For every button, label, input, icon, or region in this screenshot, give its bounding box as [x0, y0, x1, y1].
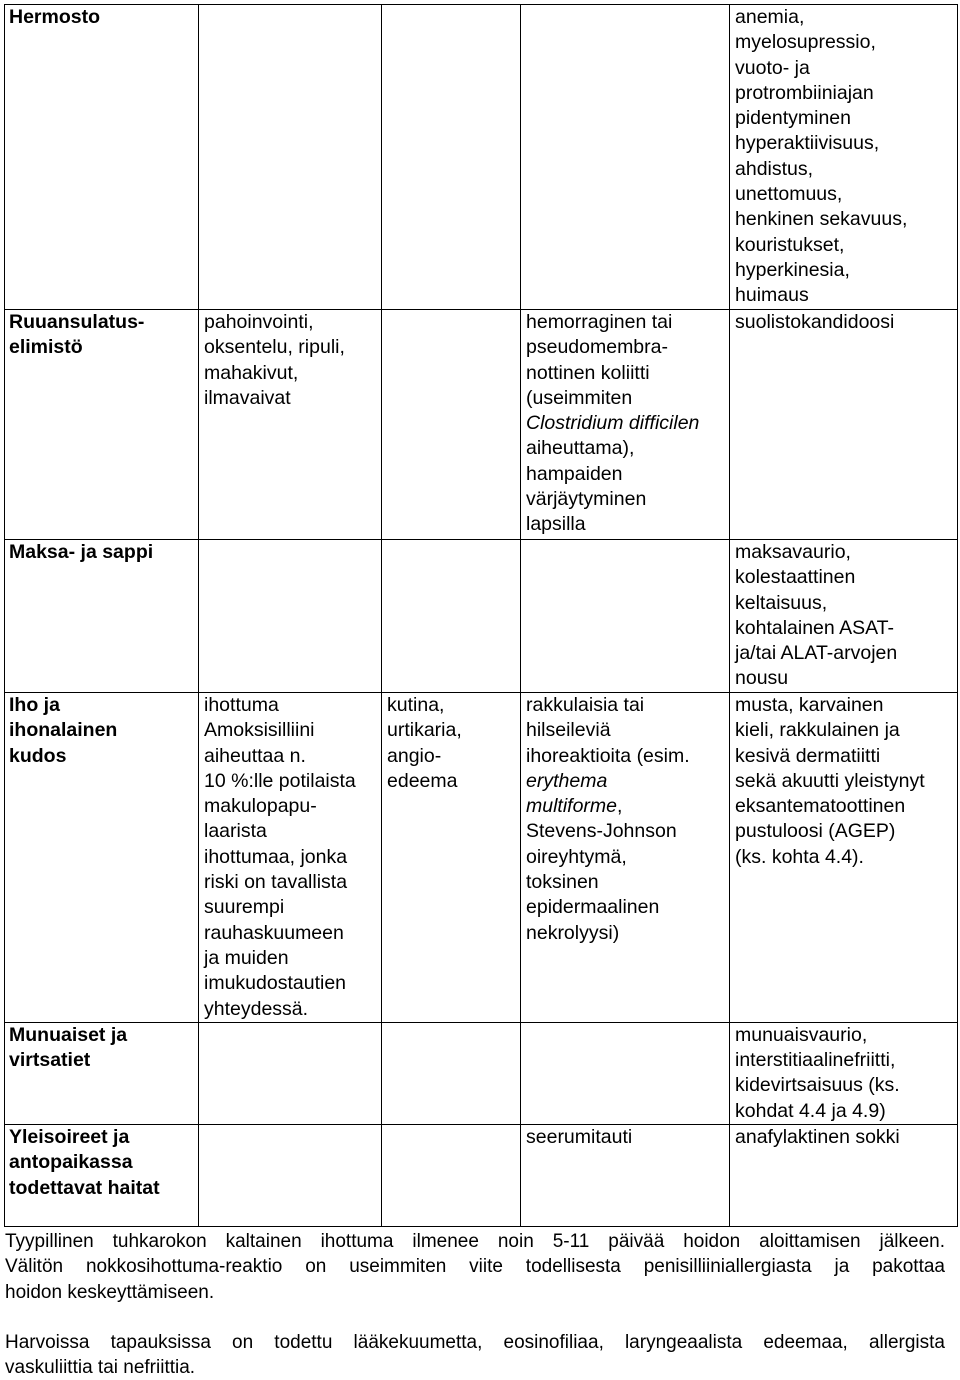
cell-line: Stevens-Johnson	[526, 820, 677, 843]
table-row	[5, 5, 958, 310]
cell-line: hyperkinesia,	[735, 258, 850, 281]
cell-line: ihoreaktioita (esim.	[526, 744, 690, 767]
cell-line: kohtalainen ASAT-	[735, 616, 894, 639]
cell-line: vuoto- ja	[735, 56, 810, 79]
cell-line: interstitiaalinefriitti,	[735, 1049, 896, 1072]
table-row	[5, 1125, 958, 1227]
cell-line: eksantematoottinen	[735, 795, 906, 818]
note-line: Tyypillinen tuhkarokon kaltainen ihottuma ilmenee noin 5-11 päivää hoidon aloittamisen jälkeen.	[5, 1231, 945, 1252]
cell-line: ahdistus,	[735, 157, 814, 180]
organ-class-cell	[5, 540, 199, 693]
cell-line: epidermaalinen	[526, 896, 660, 919]
effect-cell	[199, 1022, 382, 1124]
cell-line: oksentelu, ripuli,	[204, 336, 345, 359]
cell-line: keltaisuus,	[735, 591, 828, 614]
cell-line: Clostridium difficilen	[526, 412, 700, 435]
cell-line: elimistö	[9, 336, 83, 359]
cell-line: 10 %:lle potilaista	[204, 769, 356, 792]
cell-line: antopaikassa	[9, 1151, 133, 1174]
cell-line: sekä akuutti yleistynyt	[735, 769, 925, 792]
cell-line: edeema	[387, 769, 458, 792]
cell-line: kesivä dermatiitti	[735, 744, 881, 767]
cell-line: kieli, rakkulainen ja	[735, 719, 900, 742]
cell-line: henkinen sekavuus,	[735, 208, 908, 231]
effect-cell	[521, 1125, 730, 1227]
effect-cell	[521, 1022, 730, 1124]
table-row	[5, 1022, 958, 1124]
effect-cell	[730, 1125, 958, 1227]
effect-cell	[382, 5, 521, 310]
notes	[5, 1229, 945, 1380]
cell-line: myelosupressio,	[735, 31, 876, 54]
note-paragraph-1	[5, 1229, 945, 1305]
effect-cell	[521, 5, 730, 310]
effect-cell	[382, 310, 521, 540]
organ-class-cell	[5, 1022, 199, 1124]
organ-class-cell	[5, 1125, 199, 1227]
cell-line: hemorraginen tai	[526, 311, 673, 333]
cell-line: hilseileviä	[526, 719, 611, 742]
effect-cell	[199, 540, 382, 693]
punctuation: ,	[617, 795, 623, 818]
cell-line: hyperaktiivisuus,	[735, 132, 880, 155]
cell-line: nekrolyysi)	[526, 921, 620, 944]
cell-line: kohdat 4.4 ja 4.9)	[735, 1099, 886, 1122]
cell-line: toksinen	[526, 871, 599, 894]
cell-line: anemia,	[735, 6, 805, 28]
table-row	[5, 540, 958, 693]
cell-line	[526, 769, 725, 794]
effect-cell	[730, 310, 958, 540]
cell-line: pahoinvointi,	[204, 311, 314, 333]
effect-cell	[199, 310, 382, 540]
effect-cell	[730, 540, 958, 693]
cell-line: värjäytyminen	[526, 488, 647, 511]
italic-text: erythema	[526, 769, 608, 792]
cell-line: ihonalainen	[9, 719, 118, 742]
cell-line: unettomuus,	[735, 183, 843, 206]
note-line: vaskuliittia tai nefriittia.	[5, 1357, 196, 1379]
note-line: hoidon keskeyttämiseen.	[5, 1281, 215, 1303]
effect-cell	[199, 693, 382, 1023]
cell-line: pustuloosi (AGEP)	[735, 820, 896, 843]
effect-cell	[521, 540, 730, 693]
cell-line: pidentyminen	[735, 107, 851, 130]
cell-line: angio-	[387, 744, 442, 767]
cell-line: suurempi	[204, 896, 285, 919]
cell-line: suolistokandidoosi	[735, 311, 895, 333]
organ-class-cell	[5, 5, 199, 310]
cell-line: virtsatiet	[9, 1049, 91, 1072]
cell-line: aiheuttaa n.	[204, 744, 306, 767]
cell-line: Amoksisilliini	[204, 719, 315, 742]
cell-line: seerumitauti	[526, 1126, 633, 1149]
cell-line: laarista	[204, 820, 267, 843]
cell-line: riski on tavallista	[204, 871, 348, 894]
cell-line: kouristukset,	[735, 233, 845, 256]
effect-cell	[199, 5, 382, 310]
cell-line: ilmavaivat	[204, 386, 291, 409]
cell-line: kolestaattinen	[735, 566, 856, 589]
cell-line: (ks. kohta 4.4).	[735, 845, 864, 868]
cell-line: musta, karvainen	[735, 694, 884, 716]
cell-line: yhteydessä.	[204, 997, 309, 1020]
cell-line	[526, 794, 725, 819]
cell-line: anafylaktinen sokki	[735, 1126, 900, 1149]
cell-line: aiheuttama),	[526, 437, 635, 460]
cell-line: Yleisoireet ja	[9, 1126, 130, 1149]
cell-line: oireyhtymä,	[526, 845, 627, 868]
cell-line: huimaus	[735, 284, 809, 307]
cell-line: mahakivut,	[204, 361, 299, 384]
cell-line: Iho ja	[9, 694, 60, 716]
effect-cell	[382, 540, 521, 693]
adverse-effects-table	[4, 4, 958, 1227]
cell-line: ihottuma	[204, 694, 279, 716]
cell-line: imukudostautien	[204, 972, 347, 995]
cell-line: munuaisvaurio,	[735, 1023, 868, 1046]
cell-line: hampaiden	[526, 462, 623, 485]
cell-line: pseudomembra-	[526, 336, 668, 359]
cell-line: lapsilla	[526, 513, 586, 536]
cell-line: ihottumaa, jonka	[204, 845, 348, 868]
organ-class-cell	[5, 310, 199, 540]
effect-cell	[730, 5, 958, 310]
cell-line: protrombiiniajan	[735, 81, 874, 104]
cell-line: todettavat haitat	[9, 1176, 160, 1199]
note-line: Välitön nokkosihottuma-reaktio on useimmiten viite todellisesta penisilliiniallergiasta ja pakottaa	[5, 1256, 945, 1278]
organ-class-cell	[5, 693, 199, 1023]
cell-line: ja/tai ALAT-arvojen	[735, 642, 898, 665]
cell-line: nousu	[735, 667, 789, 690]
cell-line: makulopapu-	[204, 795, 317, 818]
effect-cell	[382, 1125, 521, 1227]
cell-line: Ruuansulatus-	[9, 311, 145, 333]
effect-cell	[730, 693, 958, 1023]
cell-line: kidevirtsaisuus (ks.	[735, 1074, 900, 1097]
note-line: Harvoissa tapauksissa on todettu lääkekuumetta, eosinofiliaa, laryngeaalista edeemaa, allergista	[5, 1331, 945, 1353]
effect-cell	[382, 1022, 521, 1124]
cell-line: rakkulaisia tai	[526, 694, 645, 716]
table-row	[5, 310, 958, 540]
cell-line: (useimmiten	[526, 386, 633, 409]
cell-line: nottinen koliitti	[526, 361, 650, 384]
effect-cell	[199, 1125, 382, 1227]
effect-cell	[382, 693, 521, 1023]
cell-line: Munuaiset ja	[9, 1023, 128, 1046]
cell-line: urtikaria,	[387, 719, 462, 742]
cell-line: maksavaurio,	[735, 541, 851, 563]
effect-cell	[521, 693, 730, 1023]
cell-line: Maksa- ja sappi	[9, 541, 154, 563]
note-paragraph-2	[5, 1330, 945, 1380]
italic-text: multiforme	[526, 795, 618, 818]
cell-line: kudos	[9, 744, 67, 767]
table-row	[5, 693, 958, 1023]
cell-line: kutina,	[387, 694, 445, 716]
effect-cell	[730, 1022, 958, 1124]
effect-cell	[521, 310, 730, 540]
cell-line: Hermosto	[9, 6, 101, 28]
cell-line: ja muiden	[204, 946, 289, 969]
cell-line: rauhaskuumeen	[204, 921, 344, 944]
